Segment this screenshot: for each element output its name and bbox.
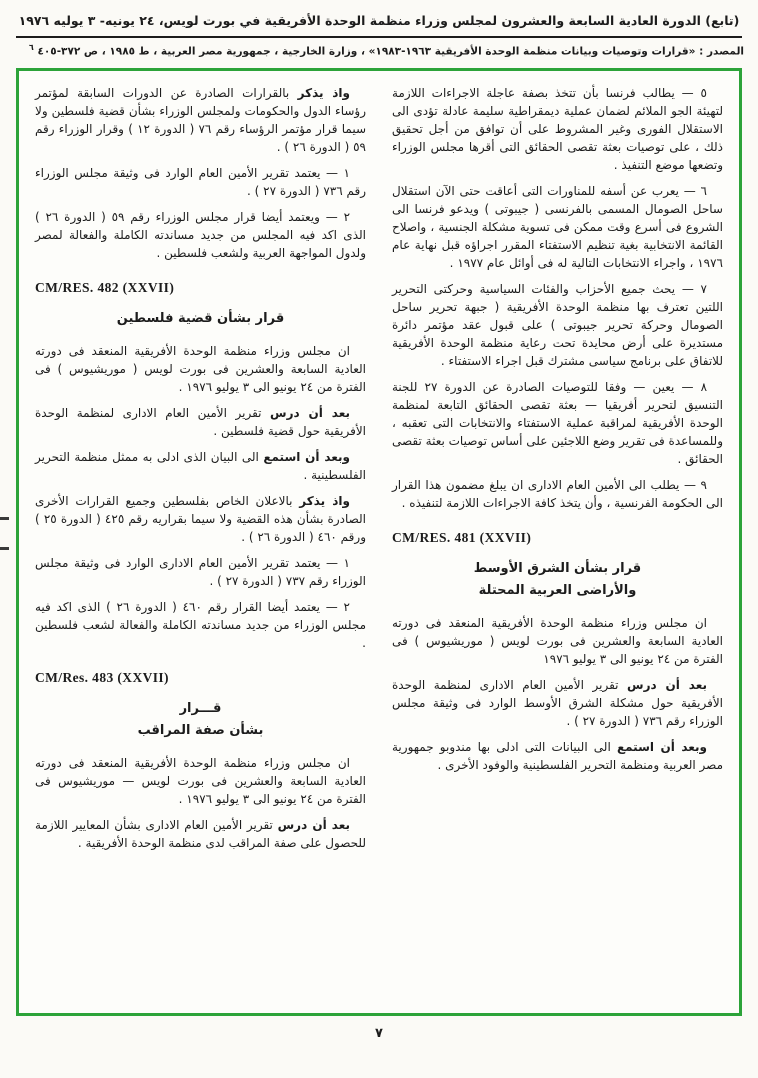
- preamble-rest: تقرير الأمين العام الادارى لمنظمة الوحدة الأفريقية حول مشكلة الشرق الأوسط الوارد فى وثيقة مجلس الوزراء رقم ٧٣٦ ( الدورة ٢٧ ) .: [392, 677, 723, 728]
- preamble-rest: بالقرارات الصادرة عن الدورات السابقة لمؤتمر رؤساء الدول والحكومات ولمجلس الوزراء بشأن قضية فلسطين ولا سيما قرار مؤتمر الرؤساء رقم ٧٦ ( الدورة ١٢ ) وقرار الوزراء رقم ٥٩ ( الدورة ٢٦ ) .: [35, 85, 366, 154]
- scan-artifact-mark: [0, 517, 9, 520]
- resolution-title-line: بشأن صفة المراقب: [137, 722, 264, 738]
- preamble-paragraph: [392, 738, 723, 774]
- header-source-line: [14, 43, 744, 59]
- right-column: [392, 84, 723, 1005]
- page-header: [0, 0, 758, 59]
- resolution-clause-6: ٦ — يعرب عن أسفه للمناورات التى أعاقت حتى الآن استقلال ساحل الصومال المسمى بالفرنسى ( جيبوتى ) ويدعو فرنسا الى الشروع فى أسرع وقت ممكن فى تسوية مشكلة الجنسية ، واصلاح القائمة الانتخابية بغية تنظيم الاستفتاء المقرر اجراؤه قبل نهاية عام ١٩٧٦ ، واجراء الانتخابات التالية له فى أوائل عام ١٩٧٧ .: [392, 183, 723, 270]
- left-column: [35, 84, 366, 1005]
- resolution-clause-8: ٨ — يعين — وفقا للتوصيات الصادرة عن الدورة ٢٧ للجنة التنسيق لتحرير أفريقيا — بعثة تقصى الحقائق التابعة لمنظمة الوحدة الأفريقية لمراقبة عملية الاستفتاء والانتخابات التى تعقبه ، وللمساعدة فى تقرير وضع اللاجئين على أساس توصيات بعثة تقصى الحقائق .: [392, 379, 723, 466]
- preamble-paragraph: [35, 492, 366, 546]
- resolution-title-line: قـــرار: [179, 700, 222, 716]
- preamble-paragraph: ان مجلس وزراء منظمة الوحدة الأفريقية المنعقد فى دورته العادية السابعة والعشرين فى بورت لويس ( موريشيوس ) فى الفترة من ٢٤ يونيو الى ٣ يوليو ١٩٧٦ .: [35, 343, 366, 394]
- preamble-lead: واذ يذكر: [297, 85, 350, 100]
- preamble-rest: تقرير الأمين العام الادارى لمنظمة الوحدة الأفريقية حول قضية فلسطين .: [35, 405, 366, 438]
- green-content-frame: [16, 68, 742, 1016]
- preamble-lead: بعد أن درس: [270, 405, 350, 420]
- resolution-ref-481: CM/RES. 481 (XXVII): [392, 529, 532, 545]
- scan-artifact-mark: [0, 547, 9, 550]
- preamble-paragraph: [392, 676, 723, 730]
- resolution-ref-482: CM/RES. 482 (XXVII): [35, 279, 175, 295]
- header-divider: [16, 36, 742, 38]
- resolution-title-line: قرار بشأن الشرق الأوسط: [473, 560, 642, 576]
- preamble-rest: الى البيان الذى ادلى به ممثل منظمة التحرير الفلسطينية .: [35, 449, 366, 482]
- header-source-text: المصدر : «قرارات وتوصيات وبيانات منظمة الوحدة الأفريقية ١٩٦٣-١٩٨٣» ، وزارة الخارجية ، جمهورية مصر العربية ، ط ١٩٨٥ ، ص ٣٧٢-٤٠٥: [37, 45, 744, 57]
- resolution-clause-7: ٧ — يحث جميع الأحزاب والفئات السياسية وحركتى التحرير اللتين تعترف بها منظمة الوحدة الأفريقية ( جبهة تحرير ساحل الصومال وحركة تحرير جيبوتى ) على قبول عقد مؤتمر دائرة مستديرة على أرض محايدة تحت رعاية منظمة الوحدة الأفريقية للاتفاق على برنامج سياسى مشترك قبل اجراء الاستفتاء .: [392, 281, 723, 368]
- resolution-clause-9: ٩ — يطلب الى الأمين العام الادارى ان يبلغ مضمون هذا القرار الى الحكومة الفرنسية ، وأن يتخذ كافة الاجراءات اللازمة لتنفيذه .: [392, 477, 723, 510]
- preamble-lead: واذ يذكر: [299, 493, 351, 508]
- resolution-title-483: [35, 698, 366, 742]
- resolution-clause-1: ١ — يعتمد تقرير الأمين العام الوارد فى وثيقة مجلس الوزراء رقم ٧٣٦ ( الدورة ٢٧ ) .: [35, 165, 366, 198]
- preamble-paragraph: ان مجلس وزراء منظمة الوحدة الأفريقية المنعقد فى دورته العادية السابعة والعشرين فى بورت لويس — موريشيوس فى الفترة من ٢٤ يونيو الى ٣ يوليو ١٩٧٦ .: [35, 755, 366, 806]
- resolution-clause-2: ٢ — ويعتمد أيضا قرار مجلس الوزراء رقم ٥٩ ( الدورة ٢٦ ) الذى اكد فيه المجلس من جديد مساندته الكاملة والفعالة لمصر ولدول المواجهة العربية ولشعب فلسطين .: [35, 209, 366, 260]
- resolution-clause-1: ١ — يعتمد تقرير الأمين العام الادارى الوارد فى وثيقة مجلس الوزراء رقم ٧٣٧ ( الدورة ٢٧ ) .: [35, 555, 366, 588]
- resolution-title-line: والأراضى العربية المحتلة: [478, 582, 637, 598]
- resolution-title-line: قرار بشأن قضية فلسطين: [116, 310, 285, 326]
- resolution-clause-5: ٥ — يطالب فرنسا بأن تتخذ بصفة عاجلة الاجراءات اللازمة لتهيئة الجو الملائم لضمان عملية ديمقراطية سليمة عادلة تؤدى الى الاستقلال الفورى وغير المشروط على أن توافق من أجل تحقيق ذلك ، على توصيات بعثة تقصى الحقائق التى أقرها مجلس الوزراء وتضعها موضع التنفيذ .: [392, 85, 723, 172]
- preamble-lead: وبعد أن استمع: [263, 449, 351, 464]
- preamble-rest: بالاعلان الخاص بفلسطين وجميع القرارات الأخرى الصادرة بشأن هذه القضية ولا سيما بقراريه رقم ٤٢٥ ( الدورة ٢٥ ) ورقم ٤٦٠ ( الدورة ٢٦ ) .: [35, 493, 367, 544]
- preamble-rest: الى البيانات التى ادلى بها مندوبو جمهورية مصر العربية ومنظمة التحرير الفلسطينية والوفود الأخرى .: [392, 739, 723, 772]
- resolution-title-482: [35, 308, 366, 330]
- footnote-marker: ٦: [28, 42, 34, 52]
- preamble-paragraph: ان مجلس وزراء منظمة الوحدة الأفريقية المنعقد فى دورته العادية السابعة والعشرين فى بورت لويس ( موريشيوس ) فى الفترة من ٢٤ يونيو الى ٣ يوليو ١٩٧٦: [392, 615, 723, 666]
- page-number: ٧: [375, 1025, 383, 1041]
- resolution-clause-2: ٢ — يعتمد أيضا القرار رقم ٤٦٠ ( الدورة ٢٦ ) الذى اكد فيه مجلس الوزراء من جديد مساندته الكاملة والفعالة لشعب فلسطين .: [35, 599, 366, 650]
- preamble-paragraph: [35, 816, 366, 852]
- preamble-lead: بعد أن درس: [627, 677, 707, 692]
- preamble-lead: بعد أن درس: [277, 817, 350, 832]
- preamble-rest: تقرير الأمين العام الادارى بشأن المعايير اللازمة للحصول على صفة المراقب لدى منظمة الوحدة الأفريقية .: [35, 817, 366, 850]
- preamble-paragraph: [35, 448, 366, 484]
- resolution-ref-483: CM/Res. 483 (XXVII): [35, 669, 169, 685]
- preamble-paragraph: [35, 404, 366, 440]
- resolution-title-481: [392, 558, 723, 602]
- header-title: (تابع) الدورة العادية السابعة والعشرون لمجلس وزراء منظمة الوحدة الأفريقية في بورت لويس، ٢٤ يونيه- ٣ يوليه ١٩٧٦: [18, 13, 740, 28]
- preamble-paragraph: [35, 84, 366, 156]
- preamble-lead: وبعد أن استمع: [616, 739, 708, 754]
